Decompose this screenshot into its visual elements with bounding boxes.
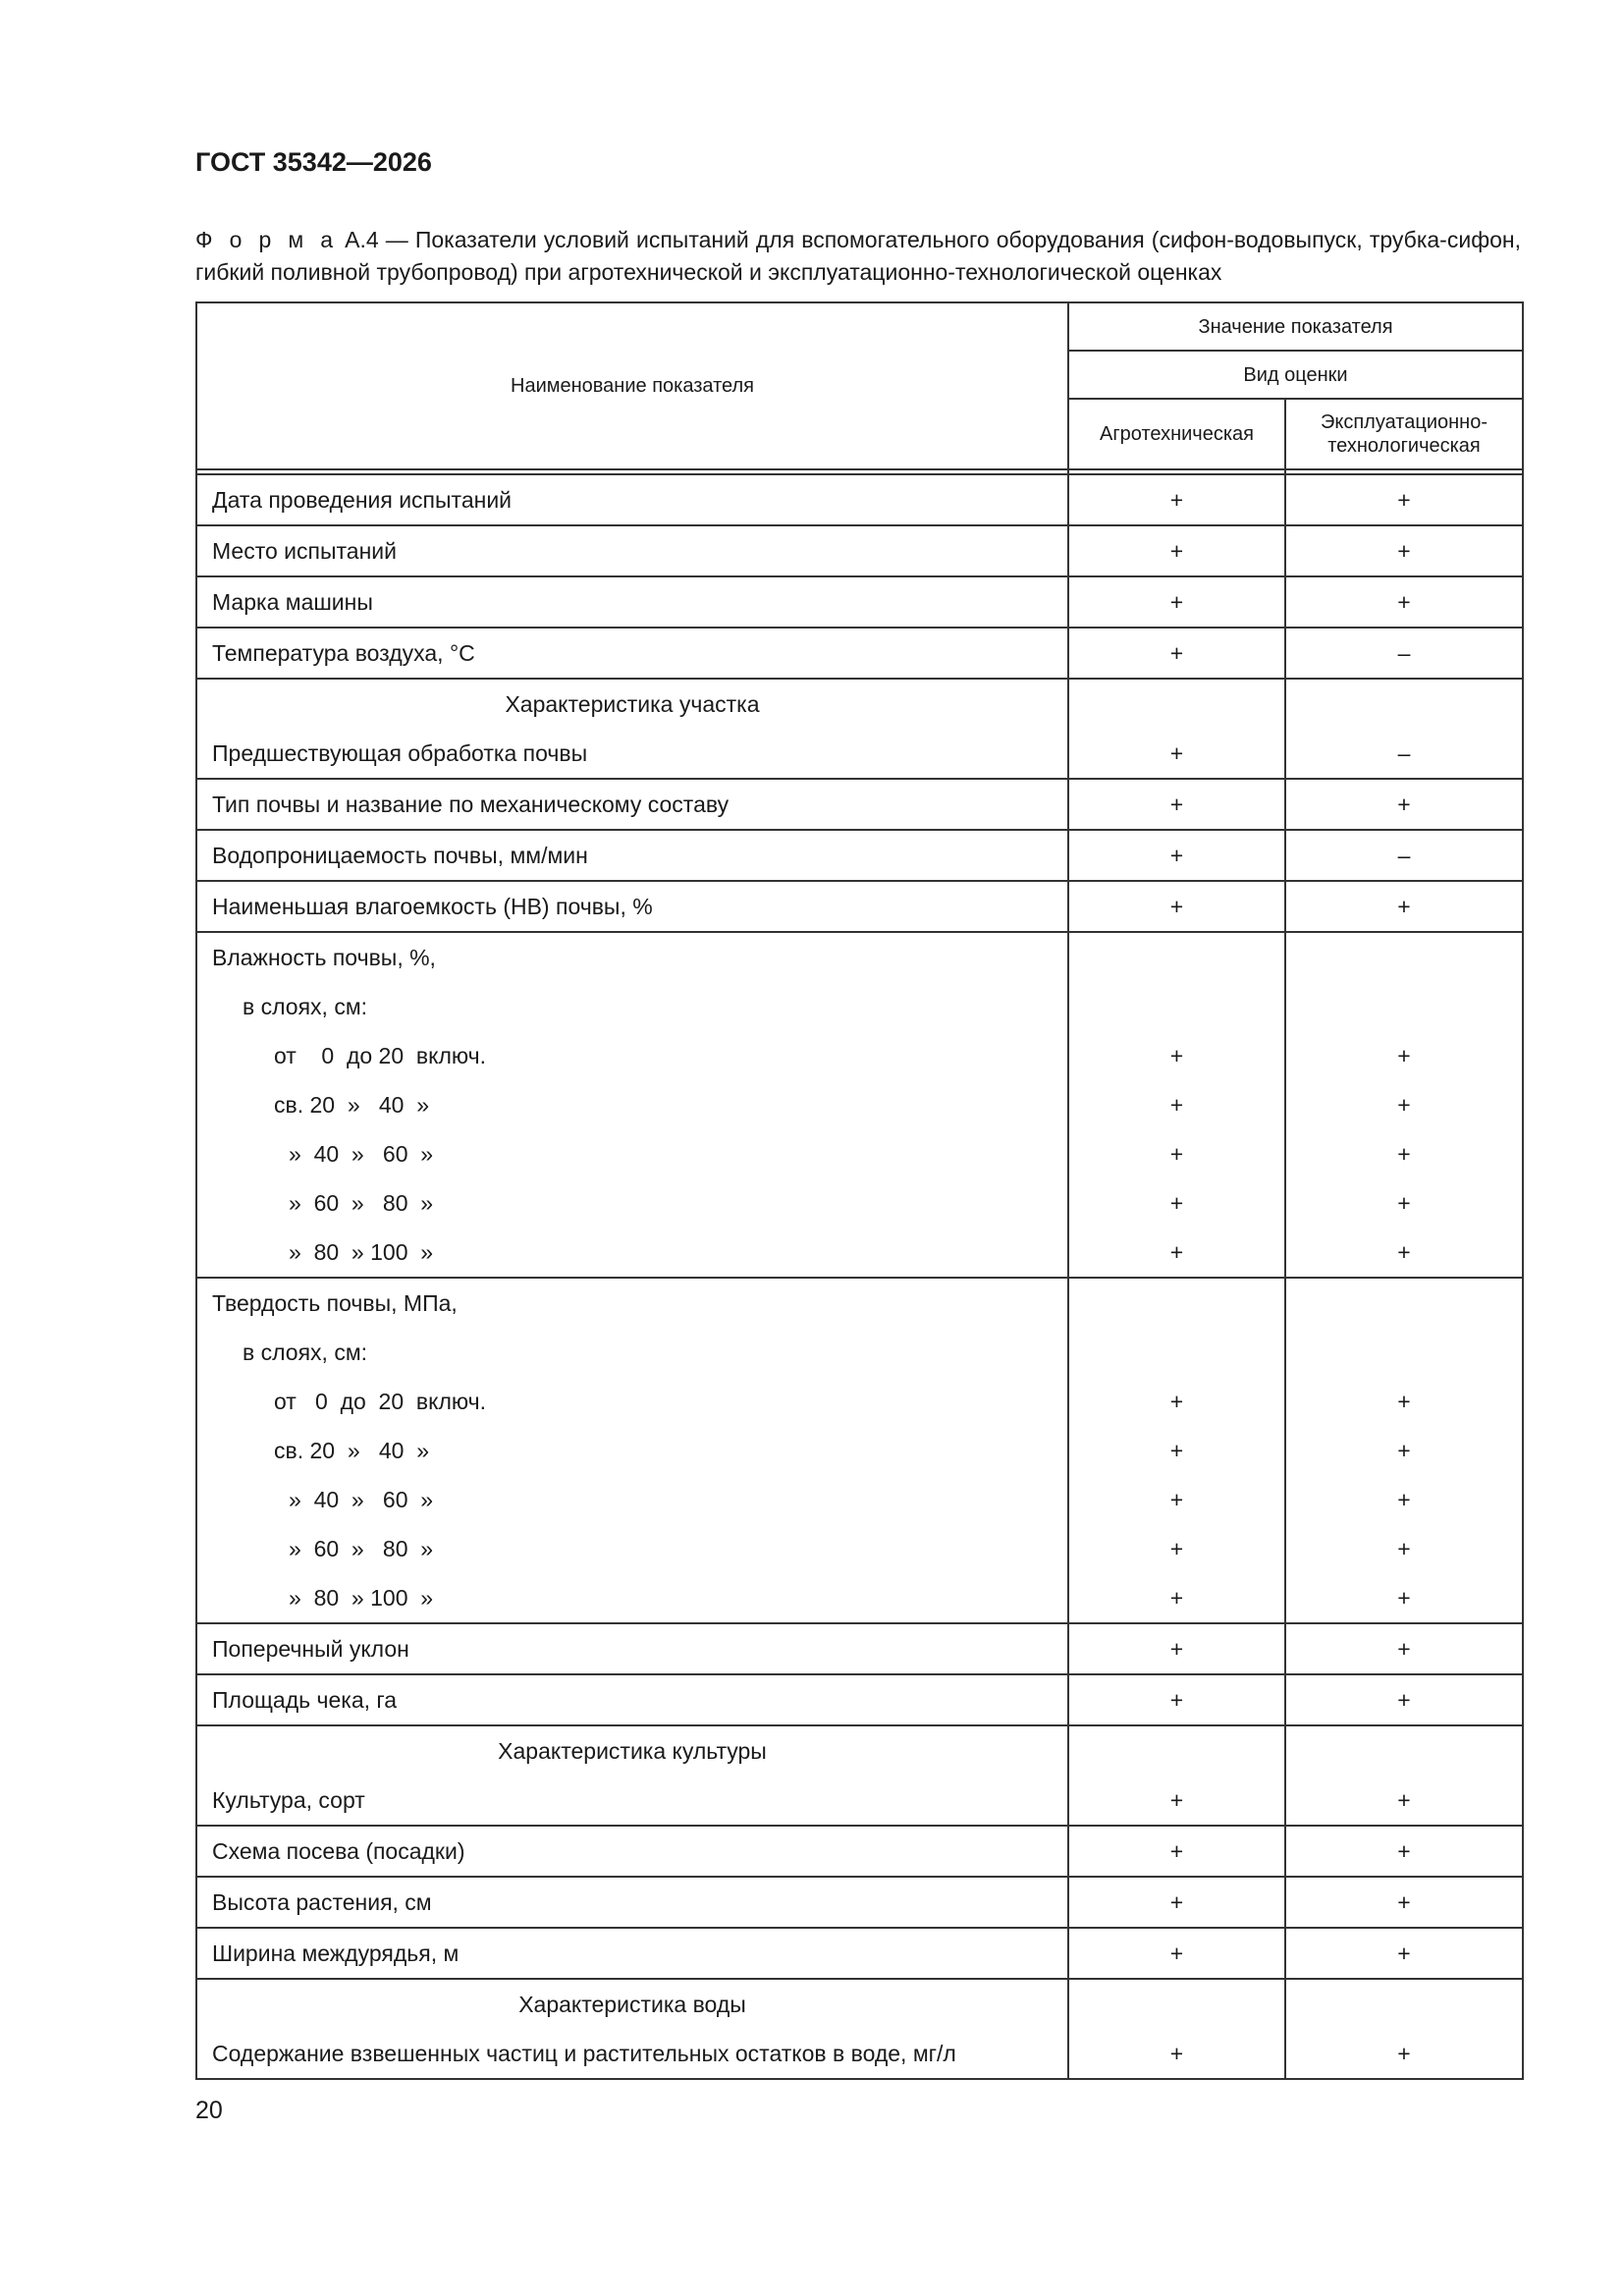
indicator-name-cell xyxy=(196,881,1068,932)
table-row xyxy=(196,474,1523,525)
indicator-name-cell xyxy=(196,525,1068,576)
agrotechnical-mark: + xyxy=(1169,1889,1184,1915)
header-agrotechnical: Агротехническая xyxy=(1068,399,1285,469)
operational-mark: + xyxy=(1397,1787,1411,1813)
table-row xyxy=(196,1979,1523,2079)
operational-mark: + xyxy=(1397,538,1411,564)
operational-mark xyxy=(1286,933,1522,982)
indicator-name: » 40 » 60 » xyxy=(289,1141,434,1167)
operational-mark: – xyxy=(1397,740,1411,766)
agrotechnical-mark: + xyxy=(1169,1043,1184,1068)
agrotechnical-value-cell xyxy=(1068,1674,1285,1725)
agrotechnical-value-cell xyxy=(1068,525,1285,576)
operational-value-cell xyxy=(1285,679,1523,779)
table-row xyxy=(196,830,1523,881)
document-id: ГОСТ 35342—2026 xyxy=(195,147,432,177)
agrotechnical-value-cell xyxy=(1068,576,1285,628)
agrotechnical-value-cell xyxy=(1068,1928,1285,1979)
operational-mark: + xyxy=(1397,487,1411,513)
agrotechnical-mark: + xyxy=(1169,1787,1184,1813)
indicator-name-cell xyxy=(196,1674,1068,1725)
indicator-name: Тип почвы и название по механическому составу xyxy=(212,792,730,817)
indicator-name: Характеристика воды xyxy=(518,1992,746,2017)
operational-mark xyxy=(1286,1980,1522,2029)
table-row xyxy=(196,881,1523,932)
indicator-name-cell xyxy=(196,1928,1068,1979)
indicator-name: Наименьшая влагоемкость (НВ) почвы, % xyxy=(212,894,653,919)
operational-mark: + xyxy=(1397,792,1411,817)
indicator-name: » 60 » 80 » xyxy=(289,1190,434,1216)
operational-value-cell xyxy=(1285,628,1523,679)
operational-value-cell xyxy=(1285,1826,1523,1877)
table-row xyxy=(196,1623,1523,1674)
table-row xyxy=(196,1674,1523,1725)
operational-mark: + xyxy=(1397,1838,1411,1864)
operational-mark: + xyxy=(1397,1043,1411,1068)
agrotechnical-mark: + xyxy=(1169,1636,1184,1662)
operational-mark: + xyxy=(1397,1487,1411,1512)
form-label: Ф о р м а xyxy=(195,227,339,252)
operational-mark: + xyxy=(1397,894,1411,919)
agrotechnical-value-cell xyxy=(1068,1725,1285,1826)
operational-value-cell xyxy=(1285,1877,1523,1928)
operational-mark: – xyxy=(1397,843,1411,868)
operational-mark xyxy=(1286,1328,1522,1377)
operational-mark: + xyxy=(1397,1889,1411,1915)
indicator-name: Предшествующая обработка почвы xyxy=(212,740,588,766)
indicator-name: св. 20 » 40 » xyxy=(274,1092,429,1118)
agrotechnical-mark: + xyxy=(1169,1190,1184,1216)
operational-value-cell xyxy=(1285,1979,1523,2079)
indicator-name-cell xyxy=(196,628,1068,679)
agrotechnical-value-cell xyxy=(1068,881,1285,932)
agrotechnical-mark: + xyxy=(1169,2041,1184,2066)
operational-mark: – xyxy=(1397,640,1411,666)
indicator-name: Дата проведения испытаний xyxy=(212,487,513,513)
indicator-name: Температура воздуха, °С xyxy=(212,640,475,666)
agrotechnical-mark xyxy=(1069,680,1284,729)
operational-mark: + xyxy=(1397,1239,1411,1265)
indicator-name: Влажность почвы, %, xyxy=(212,945,436,970)
indicator-name: от 0 до 20 включ. xyxy=(274,1389,486,1414)
header-evaluation-kind: Вид оценки xyxy=(1068,351,1523,399)
table-row xyxy=(196,1826,1523,1877)
indicator-name: Содержание взвешенных частиц и растительных остатков в воде, мг/л xyxy=(212,2041,956,2066)
indicator-name-cell xyxy=(196,932,1068,1278)
agrotechnical-mark: + xyxy=(1169,487,1184,513)
indicator-name: Марка машины xyxy=(212,589,373,615)
agrotechnical-mark: + xyxy=(1169,740,1184,766)
indicator-name: Культура, сорт xyxy=(212,1787,365,1813)
agrotechnical-value-cell xyxy=(1068,628,1285,679)
agrotechnical-mark: + xyxy=(1169,589,1184,615)
table-row xyxy=(196,525,1523,576)
table-body xyxy=(196,474,1523,2079)
operational-mark: + xyxy=(1397,1687,1411,1713)
indicator-name-cell xyxy=(196,1877,1068,1928)
table-row xyxy=(196,679,1523,779)
indicator-name: Ширина междурядья, м xyxy=(212,1941,460,1966)
agrotechnical-mark: + xyxy=(1169,1536,1184,1561)
indicator-name: Площадь чека, га xyxy=(212,1687,398,1713)
indicator-name: » 80 » 100 » xyxy=(289,1585,434,1611)
operational-value-cell xyxy=(1285,881,1523,932)
agrotechnical-mark: + xyxy=(1169,1687,1184,1713)
agrotechnical-value-cell xyxy=(1068,679,1285,779)
agrotechnical-mark: + xyxy=(1169,1585,1184,1611)
agrotechnical-value-cell xyxy=(1068,932,1285,1278)
form-caption xyxy=(195,224,1521,289)
indicator-name: » 80 » 100 » xyxy=(289,1239,434,1265)
agrotechnical-value-cell xyxy=(1068,779,1285,830)
indicator-name: Характеристика участка xyxy=(505,691,760,717)
operational-mark: + xyxy=(1397,1092,1411,1118)
agrotechnical-mark: + xyxy=(1169,1239,1184,1265)
operational-value-cell xyxy=(1285,1674,1523,1725)
agrotechnical-mark: + xyxy=(1169,1389,1184,1414)
indicator-name-cell xyxy=(196,1623,1068,1674)
table-row xyxy=(196,1278,1523,1623)
indicator-name-cell xyxy=(196,576,1068,628)
indicator-name: Твердость почвы, МПа, xyxy=(212,1290,458,1316)
agrotechnical-mark: + xyxy=(1169,1941,1184,1966)
operational-value-cell xyxy=(1285,1928,1523,1979)
indicator-name: Характеристика культуры xyxy=(498,1738,767,1764)
agrotechnical-mark xyxy=(1069,982,1284,1031)
operational-mark: + xyxy=(1397,1585,1411,1611)
agrotechnical-mark: + xyxy=(1169,843,1184,868)
operational-mark: + xyxy=(1397,589,1411,615)
indicator-name-cell xyxy=(196,1278,1068,1623)
agrotechnical-mark: + xyxy=(1169,1487,1184,1512)
operational-mark: + xyxy=(1397,1636,1411,1662)
agrotechnical-mark xyxy=(1069,933,1284,982)
agrotechnical-mark: + xyxy=(1169,1092,1184,1118)
table-row xyxy=(196,576,1523,628)
indicator-name-cell xyxy=(196,1826,1068,1877)
form-title: А.4 — Показатели условий испытаний для вспомогательного оборудования (сифон-водовыпуск, трубка-сифон, гибкий поливной трубопровод) при агротехнической и эксплуатационно-технологической оценках xyxy=(195,227,1521,285)
agrotechnical-mark: + xyxy=(1169,792,1184,817)
page-number: 20 xyxy=(195,2097,223,2124)
agrotechnical-mark: + xyxy=(1169,1438,1184,1463)
agrotechnical-mark xyxy=(1069,1328,1284,1377)
table-row xyxy=(196,1928,1523,1979)
operational-mark: + xyxy=(1397,2041,1411,2066)
header-indicator-value: Значение показателя xyxy=(1068,302,1523,351)
indicator-name: в слоях, см: xyxy=(243,1339,368,1365)
indicator-name-cell xyxy=(196,1979,1068,2079)
agrotechnical-mark xyxy=(1069,1279,1284,1328)
indicator-name: Водопроницаемость почвы, мм/мин xyxy=(212,843,588,868)
agrotechnical-value-cell xyxy=(1068,1877,1285,1928)
agrotechnical-mark xyxy=(1069,1726,1284,1776)
table-row xyxy=(196,628,1523,679)
indicator-name: » 40 » 60 » xyxy=(289,1487,434,1512)
operational-value-cell xyxy=(1285,474,1523,525)
indicator-name-cell xyxy=(196,474,1068,525)
indicator-name: Поперечный уклон xyxy=(212,1636,409,1662)
table-row xyxy=(196,1877,1523,1928)
operational-mark: + xyxy=(1397,1141,1411,1167)
agrotechnical-mark: + xyxy=(1169,1141,1184,1167)
header-indicator-name: Наименование показателя xyxy=(196,302,1068,469)
operational-value-cell xyxy=(1285,779,1523,830)
agrotechnical-mark: + xyxy=(1169,538,1184,564)
indicator-name: » 60 » 80 » xyxy=(289,1536,434,1561)
agrotechnical-value-cell xyxy=(1068,474,1285,525)
indicator-name-cell xyxy=(196,679,1068,779)
agrotechnical-mark: + xyxy=(1169,894,1184,919)
agrotechnical-value-cell xyxy=(1068,1979,1285,2079)
header-operational: Эксплуатационно-технологическая xyxy=(1285,399,1523,469)
operational-value-cell xyxy=(1285,1725,1523,1826)
operational-value-cell xyxy=(1285,1278,1523,1623)
indicator-name-cell xyxy=(196,1725,1068,1826)
agrotechnical-mark xyxy=(1069,1980,1284,2029)
agrotechnical-value-cell xyxy=(1068,1826,1285,1877)
table-row xyxy=(196,779,1523,830)
operational-mark xyxy=(1286,1279,1522,1328)
operational-mark: + xyxy=(1397,1941,1411,1966)
indicator-name: св. 20 » 40 » xyxy=(274,1438,429,1463)
table-row xyxy=(196,932,1523,1278)
operational-mark xyxy=(1286,1726,1522,1776)
operational-mark xyxy=(1286,982,1522,1031)
operational-value-cell xyxy=(1285,830,1523,881)
indicator-name: от 0 до 20 включ. xyxy=(274,1043,486,1068)
agrotechnical-value-cell xyxy=(1068,830,1285,881)
agrotechnical-value-cell xyxy=(1068,1278,1285,1623)
operational-mark: + xyxy=(1397,1389,1411,1414)
agrotechnical-mark: + xyxy=(1169,1838,1184,1864)
agrotechnical-value-cell xyxy=(1068,1623,1285,1674)
operational-mark: + xyxy=(1397,1190,1411,1216)
indicator-name: Схема посева (посадки) xyxy=(212,1838,465,1864)
indicator-name-cell xyxy=(196,830,1068,881)
operational-mark: + xyxy=(1397,1536,1411,1561)
operational-mark xyxy=(1286,680,1522,729)
operational-value-cell xyxy=(1285,1623,1523,1674)
operational-value-cell xyxy=(1285,932,1523,1278)
indicator-name: Высота растения, см xyxy=(212,1889,432,1915)
indicator-name: в слоях, см: xyxy=(243,994,368,1019)
agrotechnical-mark: + xyxy=(1169,640,1184,666)
indicators-table xyxy=(195,301,1524,2080)
indicator-name: Место испытаний xyxy=(212,538,397,564)
operational-value-cell xyxy=(1285,525,1523,576)
operational-mark: + xyxy=(1397,1438,1411,1463)
indicator-name-cell xyxy=(196,779,1068,830)
table-row xyxy=(196,1725,1523,1826)
operational-value-cell xyxy=(1285,576,1523,628)
